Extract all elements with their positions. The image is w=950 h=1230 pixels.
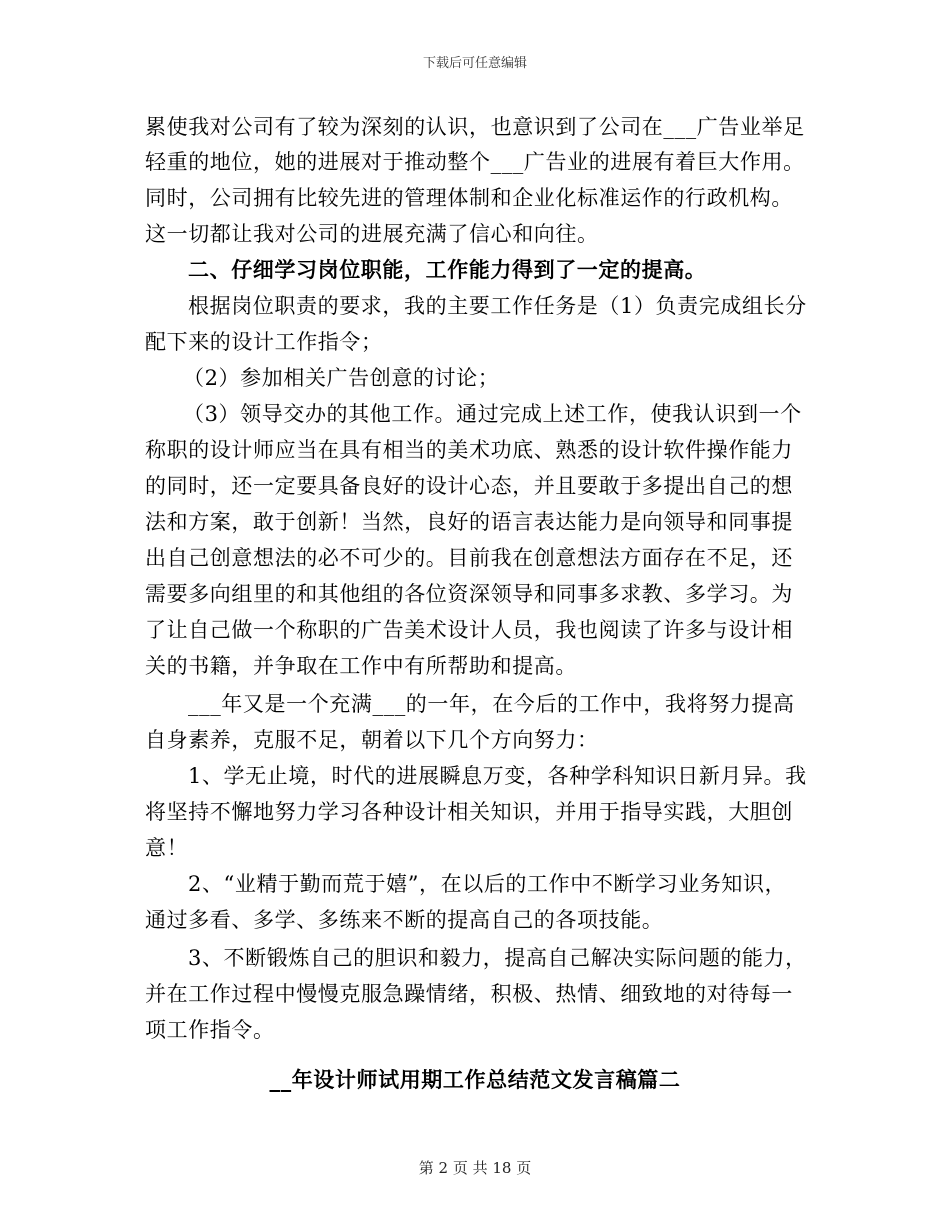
body-line: 自身素养，克服不足，朝着以下几个方向努力： (145, 728, 599, 752)
body-line: 了让自己做一个称职的广告美术设计人员，我也阅读了许多与设计相 (145, 618, 793, 642)
page-header: 下载后可任意编辑 (422, 56, 527, 71)
list-item: 2、“业精于勤而荒于嬉”，在以后的工作中不断学习业务知识， (188, 872, 787, 896)
body-line: 出自己创意想法的必不可少的。目前我在创意想法方面存在不足，还 (145, 546, 793, 570)
body-line: 法和方案，敢于创新！当然，良好的语言表达能力是向领导和同事提 (145, 510, 793, 534)
body-line: 的同时，还一定要具备良好的设计心态，并且要敢于多提出自己的想 (145, 474, 793, 498)
body-line: 关的书籍，并争取在工作中有所帮助和提高。 (145, 654, 577, 678)
body-line: 轻重的地位，她的进展对于推动整个___广告业的进展有着巨大作用。 (145, 150, 805, 174)
body-line: 根据岗位职责的要求，我的主要工作任务是（1）负责完成组长分 (188, 294, 807, 318)
body-line: 需要多向组里的和其他组的各位资深领导和同事多求教、多学习。为 (145, 582, 793, 606)
list-item: 3、不断锻炼自己的胆识和毅力，提高自己解决实际问题的能力， (188, 946, 807, 970)
next-section-title: __年设计师试用期工作总结范文发言稿篇二 (269, 1067, 681, 1092)
body-line: 累使我对公司有了较为深刻的认识，也意识到了公司在___广告业举足 (145, 115, 805, 139)
list-item: 1、学无止境，时代的进展瞬息万变，各种学科知识日新月异。我 (188, 764, 807, 788)
body-line: 项工作指令。 (145, 1018, 275, 1042)
body-line: ___年又是一个充满___的一年，在今后的工作中，我将努力提高 (188, 692, 795, 716)
section-heading: 二、仔细学习岗位职能，工作能力得到了一定的提高。 (188, 257, 707, 282)
body-line: 配下来的设计工作指令； (145, 330, 383, 354)
body-line: 这一切都让我对公司的进展充满了信心和向往。 (145, 222, 599, 246)
body-line: 并在工作过程中慢慢克服急躁情绪，积极、热情、细致地的对待每一 (145, 982, 793, 1006)
body-line: 通过多看、多学、多练来不断的提高自己的各项技能。 (145, 908, 664, 932)
body-line: 意！ (145, 836, 189, 860)
body-line: 将坚持不懈地努力学习各种设计相关知识，并用于指导实践，大胆创 (145, 800, 793, 824)
body-line: （2）参加相关广告创意的讨论； (183, 366, 500, 390)
page-footer: 第 2 页 共 18 页 (418, 1159, 532, 1177)
body-line: 称职的设计师应当在具有相当的美术功底、熟悉的设计软件操作能力 (145, 438, 793, 462)
body-line: 同时，公司拥有比较先进的管理体制和企业化标准运作的行政机构。 (145, 186, 793, 210)
body-line: （3）领导交办的其他工作。通过完成上述工作，使我认识到一个 (183, 402, 802, 426)
